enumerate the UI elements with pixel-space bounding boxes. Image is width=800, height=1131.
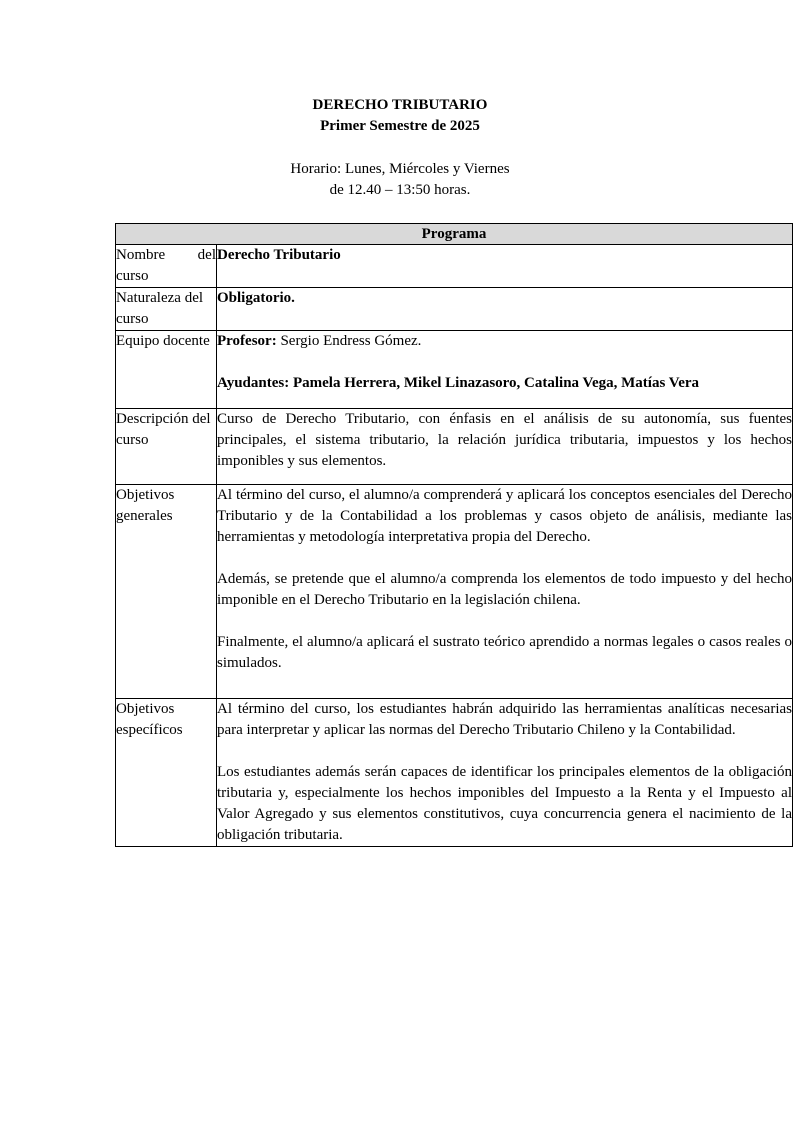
row-description bbox=[116, 409, 793, 485]
row-team bbox=[116, 331, 793, 409]
schedule-days: Horario: Lunes, Miércoles y Viernes bbox=[290, 161, 510, 177]
row-course-name bbox=[116, 245, 793, 288]
nature-label: Naturaleza del curso bbox=[116, 288, 217, 331]
team-label: Equipo docente bbox=[116, 331, 217, 409]
professor-label: Profesor: bbox=[217, 333, 277, 349]
row-general-objectives bbox=[116, 485, 793, 699]
specific-objectives-label: Objetivos específicos bbox=[116, 699, 217, 847]
general-objectives-p1: Al término del curso, el alumno/a comprenderá y aplicará los conceptos esenciales del Derecho Tributario y de la Contabilidad a los problemas y casos objeto de análisis, mediante las herramientas y metodología interpretativa propia del Derecho. bbox=[217, 487, 792, 545]
course-name-value: Derecho Tributario bbox=[217, 247, 341, 263]
general-objectives-p2: Además, se pretende que el alumno/a comprenda los elementos de todo impuesto y del hecho imponible en el Derecho Tributario en la legislación chilena. bbox=[217, 571, 792, 608]
specific-objectives-p2: Los estudiantes además serán capaces de identificar los principales elementos de la obligación tributaria y, especialmente los hechos imponibles del Impuesto a la Renta y el Impuesto al Valor Agregado y sus elementos constitutivos, cuya concurrencia genera el nacimiento de la obligación tributaria. bbox=[217, 764, 792, 843]
professor-name: Sergio Endress Gómez. bbox=[276, 333, 422, 349]
course-name-label: Nombre del curso bbox=[116, 245, 217, 288]
document-title: DERECHO TRIBUTARIO bbox=[312, 97, 488, 113]
schedule-hours: de 12.40 – 13:50 horas. bbox=[329, 182, 471, 198]
description-label: Descripción del curso bbox=[116, 409, 217, 485]
program-table bbox=[115, 223, 793, 847]
semester-subtitle: Primer Semestre de 2025 bbox=[320, 118, 480, 134]
row-specific-objectives bbox=[116, 699, 793, 847]
description-text: Curso de Derecho Tributario, con énfasis en el análisis de su autonomía, sus fuentes principales, el sistema tributario, la relación jurídica tributaria, impuestos y los hechos imponibles y sus elementos. bbox=[217, 411, 792, 469]
specific-objectives-p1: Al término del curso, los estudiantes habrán adquirido las herramientas analíticas necesarias para interpretar y aplicar las normas del Derecho Tributario Chileno y la Contabilidad. bbox=[217, 701, 792, 738]
professor-line bbox=[217, 331, 792, 352]
general-objectives-p3: Finalmente, el alumno/a aplicará el sustrato teórico aprendido a normas legales o casos reales o simulados. bbox=[217, 634, 792, 671]
nature-value: Obligatorio. bbox=[217, 290, 295, 306]
program-title-row bbox=[116, 224, 793, 245]
general-objectives-label: Objetivos generales bbox=[116, 485, 217, 699]
program-title: Programa bbox=[116, 224, 793, 245]
assistants-line: Ayudantes: Pamela Herrera, Mikel Linazasoro, Catalina Vega, Matías Vera bbox=[217, 375, 700, 391]
row-nature bbox=[116, 288, 793, 331]
